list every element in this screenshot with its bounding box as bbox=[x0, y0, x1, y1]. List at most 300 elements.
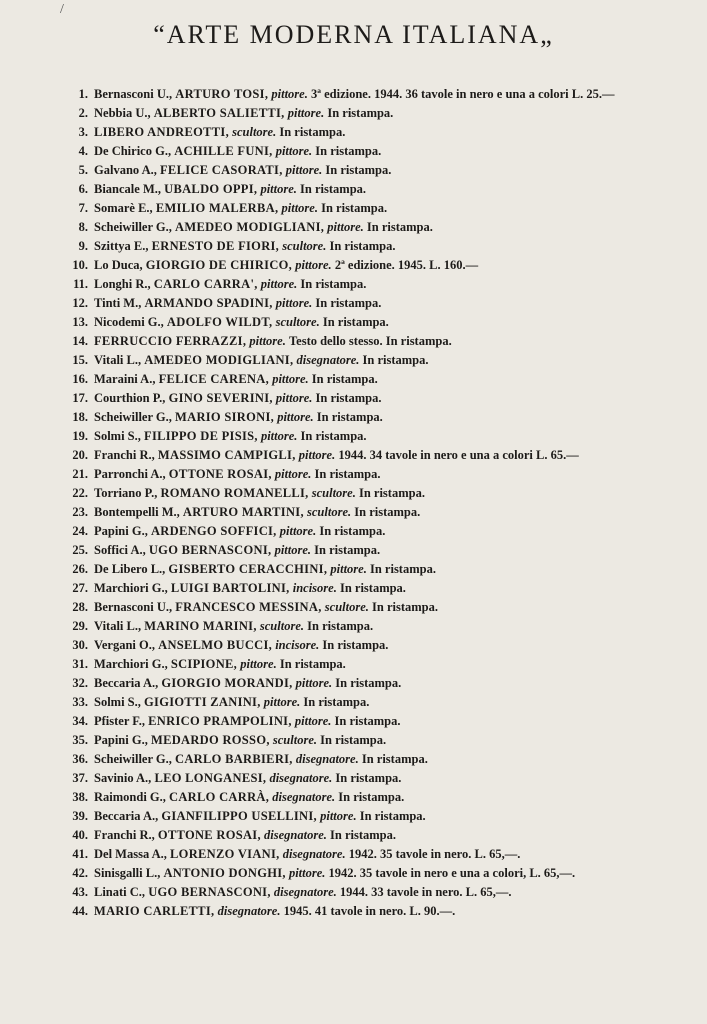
entry-author: Bernasconi U., bbox=[94, 600, 173, 614]
entry-role: pittore. bbox=[260, 277, 298, 291]
entry-role: pittore. bbox=[274, 543, 312, 557]
entry-role: scultore. bbox=[282, 239, 327, 253]
entry-details: In ristampa. bbox=[319, 524, 386, 538]
entry-details: In ristampa. bbox=[279, 657, 346, 671]
entry-subject: GIANFILIPPO USELLINI, bbox=[161, 809, 317, 823]
entry-subject: ENRICO PRAMPOLINI, bbox=[148, 714, 292, 728]
entry-text bbox=[94, 750, 645, 769]
entry-author: De Chirico G., bbox=[94, 144, 172, 158]
entry-author: Bernasconi U., bbox=[94, 87, 173, 101]
entry-text bbox=[94, 826, 645, 845]
entry-author: Pfister F., bbox=[94, 714, 146, 728]
entry-number: 31. bbox=[72, 657, 88, 671]
entry-text bbox=[94, 712, 645, 731]
catalog-entry bbox=[62, 180, 645, 199]
entry-number: 36. bbox=[72, 752, 88, 766]
catalog-entry bbox=[62, 674, 645, 693]
entry-number: 27. bbox=[72, 581, 88, 595]
entry-subject: FELICE CARENA, bbox=[158, 372, 270, 386]
entry-text bbox=[94, 104, 645, 123]
entry-number: 12. bbox=[72, 296, 88, 310]
entry-number: 8. bbox=[78, 220, 88, 234]
entry-number: 26. bbox=[72, 562, 88, 576]
entry-number: 7. bbox=[78, 201, 88, 215]
entry-author: Franchi R., bbox=[94, 828, 155, 842]
entry-role: incisore. bbox=[292, 581, 337, 595]
entry-author: Maraini A., bbox=[94, 372, 156, 386]
entry-text bbox=[94, 617, 645, 636]
catalog-entry bbox=[62, 845, 645, 864]
catalog-entry bbox=[62, 85, 645, 104]
entry-subject: ANTONIO DONGHI, bbox=[163, 866, 286, 880]
entry-author: Torriano P., bbox=[94, 486, 158, 500]
entry-author: Scheiwiller G., bbox=[94, 220, 172, 234]
entry-subject: FELICE CASORATI, bbox=[160, 163, 283, 177]
entry-text bbox=[94, 883, 645, 902]
entry-text bbox=[94, 636, 645, 655]
entry-details: In ristampa. bbox=[361, 752, 428, 766]
catalog-entry bbox=[62, 693, 645, 712]
entry-number: 3. bbox=[78, 125, 88, 139]
entry-subject: CARLO CARRÀ, bbox=[169, 790, 270, 804]
entry-text bbox=[94, 484, 645, 503]
catalog-entry bbox=[62, 522, 645, 541]
entry-details: In ristampa. bbox=[372, 600, 438, 614]
entry-subject: GISBERTO CERACCHINI, bbox=[168, 562, 328, 576]
entry-role: pittore. bbox=[275, 296, 313, 310]
entry-author: Soffici A., bbox=[94, 543, 146, 557]
catalog-entry bbox=[62, 807, 645, 826]
entry-number: 14. bbox=[72, 334, 88, 348]
entry-author: Raimondi G., bbox=[94, 790, 166, 804]
catalog-entry bbox=[62, 617, 645, 636]
entry-subject: GIORGIO MORANDI, bbox=[161, 676, 293, 690]
catalog-entry bbox=[62, 218, 645, 237]
entry-subject: FERRUCCIO FERRAZZI, bbox=[94, 334, 247, 348]
entry-role: pittore. bbox=[295, 676, 333, 690]
entry-author: Vitali L., bbox=[94, 353, 142, 367]
entry-author: Tinti M., bbox=[94, 296, 142, 310]
entry-role: pittore. bbox=[330, 562, 367, 576]
entry-number: 15. bbox=[72, 353, 88, 367]
catalog-entry bbox=[62, 408, 645, 427]
entry-subject: ADOLFO WILDT, bbox=[166, 315, 273, 329]
catalog-entry bbox=[62, 427, 645, 446]
entry-subject: ARDENGO SOFFICI, bbox=[150, 524, 277, 538]
entry-text bbox=[94, 465, 645, 484]
entry-author: Vitali L., bbox=[94, 619, 142, 633]
entry-role: scultore. bbox=[259, 619, 304, 633]
entry-author: Galvano A., bbox=[94, 163, 157, 177]
catalog-entry bbox=[62, 256, 645, 275]
entry-subject: ALBERTO SALIETTI, bbox=[153, 106, 285, 120]
entry-details: In ristampa. bbox=[325, 163, 392, 177]
entry-details: In ristampa. bbox=[329, 239, 396, 253]
catalog-entry bbox=[62, 560, 645, 579]
catalog-entry bbox=[62, 598, 645, 617]
entry-details: In ristampa. bbox=[359, 809, 426, 823]
entry-text bbox=[94, 332, 645, 351]
entry-details: In ristampa. bbox=[314, 543, 381, 557]
entry-number: 18. bbox=[72, 410, 88, 424]
catalog-entry bbox=[62, 864, 645, 883]
entry-subject: LEO LONGANESI, bbox=[154, 771, 267, 785]
catalog-entry bbox=[62, 123, 645, 142]
entry-details: In ristampa. bbox=[316, 410, 383, 424]
entry-number: 29. bbox=[72, 619, 88, 633]
entry-text bbox=[94, 522, 645, 541]
entry-details: In ristampa. bbox=[369, 562, 436, 576]
entry-author: Papini G., bbox=[94, 733, 148, 747]
entry-author: Beccaria A., bbox=[94, 809, 159, 823]
entry-role: disegnatore. bbox=[273, 885, 337, 899]
entry-role: scultore. bbox=[275, 315, 320, 329]
entry-number: 41. bbox=[72, 847, 88, 861]
entry-author: Lo Duca, bbox=[94, 258, 143, 272]
entry-number: 16. bbox=[72, 372, 88, 386]
entry-author: Parronchi A., bbox=[94, 467, 166, 481]
entry-text bbox=[94, 731, 645, 750]
entry-text bbox=[94, 218, 645, 237]
entry-details: 1945. 41 tavole in nero. L. 90.—. bbox=[283, 904, 456, 918]
entry-number: 33. bbox=[72, 695, 88, 709]
entry-details: In ristampa. bbox=[338, 790, 405, 804]
entry-subject: ACHILLE FUNI, bbox=[174, 144, 273, 158]
catalog-entry bbox=[62, 769, 645, 788]
entry-subject: UGO BERNASCONI, bbox=[148, 885, 271, 899]
entry-text bbox=[94, 598, 645, 617]
entry-role: pittore. bbox=[294, 714, 332, 728]
entry-author: Szittya E., bbox=[94, 239, 149, 253]
catalog-entry bbox=[62, 446, 645, 465]
entry-subject: AMEDEO MODIGLIANI, bbox=[175, 220, 325, 234]
entry-text bbox=[94, 142, 645, 161]
entry-author: Franchi R., bbox=[94, 448, 155, 462]
entry-details: In ristampa. bbox=[307, 619, 374, 633]
entry-author: Bontempelli M., bbox=[94, 505, 180, 519]
entry-number: 42. bbox=[72, 866, 88, 880]
entry-role: pittore. bbox=[240, 657, 277, 671]
entry-text bbox=[94, 788, 645, 807]
entry-text bbox=[94, 199, 645, 218]
entry-role: scultore. bbox=[272, 733, 317, 747]
catalog-entry bbox=[62, 332, 645, 351]
entry-subject: ROMANO ROMANELLI, bbox=[160, 486, 309, 500]
entry-author: Somarè E., bbox=[94, 201, 153, 215]
entry-text bbox=[94, 351, 645, 370]
entry-text bbox=[94, 902, 645, 921]
entry-role: pittore. bbox=[272, 372, 309, 386]
entry-details: In ristampa. bbox=[330, 828, 396, 842]
entry-role: disegnatore. bbox=[217, 904, 281, 918]
entry-author: Nebbia U., bbox=[94, 106, 151, 120]
entry-subject: GINO SEVERINI, bbox=[168, 391, 273, 405]
catalog-entry bbox=[62, 161, 645, 180]
entry-author: Marchiori G., bbox=[94, 581, 168, 595]
entry-subject: GIGIOTTI ZANINI, bbox=[144, 695, 261, 709]
entry-details: In ristampa. bbox=[322, 315, 389, 329]
entry-text bbox=[94, 161, 645, 180]
entry-subject: FILIPPO DE PISIS, bbox=[144, 429, 258, 443]
entry-role: pittore. bbox=[298, 448, 336, 462]
entry-subject: MEDARDO ROSSO, bbox=[150, 733, 270, 747]
entry-role: pittore. bbox=[281, 201, 318, 215]
entry-number: 22. bbox=[72, 486, 88, 500]
entry-subject: MARINO MARINI, bbox=[144, 619, 257, 633]
entry-text bbox=[94, 370, 645, 389]
entry-details: In ristampa. bbox=[334, 714, 401, 728]
catalog-entry bbox=[62, 104, 645, 123]
entry-details: In ristampa. bbox=[322, 638, 389, 652]
entry-subject: ERNESTO DE FIORI, bbox=[151, 239, 280, 253]
entry-text bbox=[94, 123, 645, 142]
entry-details: 1944. 34 tavole in nero e una a colori L. 65.— bbox=[338, 448, 579, 462]
entry-number: 5. bbox=[78, 163, 88, 177]
entry-details: Testo dello stesso. In ristampa. bbox=[288, 334, 452, 348]
entry-number: 38. bbox=[72, 790, 88, 804]
entry-text bbox=[94, 237, 645, 256]
entry-role: scultore. bbox=[232, 125, 277, 139]
entry-number: 34. bbox=[72, 714, 88, 728]
catalog-entry bbox=[62, 883, 645, 902]
entry-subject: OTTONE ROSAI, bbox=[157, 828, 261, 842]
entry-subject: CARLO CARRA', bbox=[153, 277, 258, 291]
entry-text bbox=[94, 85, 645, 104]
catalog-entry bbox=[62, 541, 645, 560]
entry-text bbox=[94, 579, 645, 598]
entry-author: Marchiori G., bbox=[94, 657, 168, 671]
entry-role: pittore. bbox=[295, 258, 332, 272]
entry-text bbox=[94, 807, 645, 826]
entry-text bbox=[94, 313, 645, 332]
entry-author: Nicodemi G., bbox=[94, 315, 164, 329]
entry-subject: MASSIMO CAMPIGLI, bbox=[157, 448, 296, 462]
entry-role: pittore. bbox=[285, 163, 323, 177]
entry-number: 2. bbox=[78, 106, 88, 120]
entry-number: 21. bbox=[72, 467, 88, 481]
catalog-entry bbox=[62, 712, 645, 731]
entry-role: pittore. bbox=[271, 87, 308, 101]
entry-role: disegnatore. bbox=[295, 752, 359, 766]
entry-number: 28. bbox=[72, 600, 88, 614]
entry-role: scultore. bbox=[307, 505, 352, 519]
entry-author: Scheiwiller G., bbox=[94, 752, 172, 766]
entry-subject: ARTURO MARTINI, bbox=[182, 505, 304, 519]
catalog-entry bbox=[62, 750, 645, 769]
entry-subject: UBALDO OPPI, bbox=[164, 182, 258, 196]
entry-details: In ristampa. bbox=[339, 581, 406, 595]
entry-details: In ristampa. bbox=[321, 201, 388, 215]
entry-number: 39. bbox=[72, 809, 88, 823]
entry-author: Papini G., bbox=[94, 524, 148, 538]
entry-text bbox=[94, 541, 645, 560]
entry-text bbox=[94, 769, 645, 788]
entry-subject: ARMANDO SPADINI, bbox=[144, 296, 273, 310]
entry-number: 35. bbox=[72, 733, 88, 747]
entry-details: 1944. 33 tavole in nero. L. 65,—. bbox=[339, 885, 512, 899]
catalog-entry bbox=[62, 313, 645, 332]
entry-role: pittore. bbox=[260, 182, 297, 196]
catalog-list bbox=[62, 85, 645, 921]
entry-details: In ristampa. bbox=[315, 296, 382, 310]
entry-details: In ristampa. bbox=[362, 353, 429, 367]
entry-text bbox=[94, 427, 645, 446]
entry-subject: LORENZO VIANI, bbox=[170, 847, 280, 861]
entry-author: Solmi S., bbox=[94, 695, 141, 709]
entry-role: pittore. bbox=[288, 866, 326, 880]
entry-author: Solmi S., bbox=[94, 429, 141, 443]
entry-author: Biancale M., bbox=[94, 182, 162, 196]
entry-details: In ristampa. bbox=[366, 220, 433, 234]
entry-role: disegnatore. bbox=[269, 771, 333, 785]
catalog-entry bbox=[62, 237, 645, 256]
entry-details: In ristampa. bbox=[320, 733, 387, 747]
page-title: “ARTE MODERNA ITALIANA„ bbox=[153, 20, 554, 49]
entry-role: pittore. bbox=[260, 429, 298, 443]
entry-author: Sinisgalli L., bbox=[94, 866, 161, 880]
entry-number: 32. bbox=[72, 676, 88, 690]
entry-role: pittore. bbox=[327, 220, 364, 234]
entry-role: pittore. bbox=[320, 809, 357, 823]
entry-role: pittore. bbox=[275, 391, 313, 405]
catalog-entry bbox=[62, 294, 645, 313]
entry-text bbox=[94, 408, 645, 427]
entry-details: In ristampa. bbox=[300, 429, 367, 443]
entry-role: pittore. bbox=[249, 334, 286, 348]
entry-details: In ristampa. bbox=[303, 695, 370, 709]
entry-details: In ristampa. bbox=[279, 125, 346, 139]
entry-subject: LIBERO ANDREOTTI, bbox=[94, 125, 229, 139]
entry-role: disegnatore. bbox=[282, 847, 346, 861]
entry-subject: LUIGI BARTOLINI, bbox=[170, 581, 290, 595]
entry-text bbox=[94, 864, 645, 883]
entry-text bbox=[94, 560, 645, 579]
entry-details: 1942. 35 tavole in nero e una a colori, L. 65,—. bbox=[328, 866, 576, 880]
entry-role: pittore. bbox=[279, 524, 317, 538]
entry-number: 25. bbox=[72, 543, 88, 557]
entry-text bbox=[94, 256, 645, 275]
catalog-entry bbox=[62, 199, 645, 218]
entry-subject: EMILIO MALERBA, bbox=[155, 201, 279, 215]
entry-subject: MARIO CARLETTI, bbox=[94, 904, 215, 918]
entry-text bbox=[94, 389, 645, 408]
entry-role: pittore. bbox=[287, 106, 325, 120]
entry-number: 11. bbox=[73, 277, 88, 291]
entry-author: Del Massa A., bbox=[94, 847, 167, 861]
entry-details: In ristampa. bbox=[311, 372, 378, 386]
catalog-entry bbox=[62, 275, 645, 294]
entry-details: In ristampa. bbox=[358, 486, 425, 500]
entry-role: scultore. bbox=[311, 486, 356, 500]
entry-text bbox=[94, 503, 645, 522]
entry-author: Beccaria A., bbox=[94, 676, 159, 690]
catalog-entry bbox=[62, 655, 645, 674]
entry-text bbox=[94, 693, 645, 712]
entry-details: In ristampa. bbox=[300, 182, 367, 196]
catalog-entry bbox=[62, 636, 645, 655]
entry-text bbox=[94, 655, 645, 674]
entry-role: incisore. bbox=[275, 638, 320, 652]
entry-text bbox=[94, 845, 645, 864]
entry-details: In ristampa. bbox=[335, 676, 402, 690]
entry-details: 1942. 35 tavole in nero. L. 65,—. bbox=[348, 847, 521, 861]
entry-details: In ristampa. bbox=[335, 771, 402, 785]
entry-number: 24. bbox=[72, 524, 88, 538]
entry-number: 17. bbox=[72, 391, 88, 405]
entry-number: 6. bbox=[78, 182, 88, 196]
catalog-entry bbox=[62, 484, 645, 503]
entry-subject: GIORGIO DE CHIRICO, bbox=[145, 258, 293, 272]
entry-author: Courthion P., bbox=[94, 391, 166, 405]
catalog-entry bbox=[62, 370, 645, 389]
entry-role: disegnatore. bbox=[272, 790, 336, 804]
catalog-entry bbox=[62, 788, 645, 807]
entry-text bbox=[94, 446, 645, 465]
catalog-entry bbox=[62, 579, 645, 598]
entry-number: 30. bbox=[72, 638, 88, 652]
catalog-entry bbox=[62, 351, 645, 370]
entry-text bbox=[94, 275, 645, 294]
catalog-entry bbox=[62, 731, 645, 750]
entry-role: pittore. bbox=[277, 410, 314, 424]
entry-details: In ristampa. bbox=[354, 505, 421, 519]
catalog-entry bbox=[62, 389, 645, 408]
entry-author: Longhi R., bbox=[94, 277, 151, 291]
entry-author: De Libero L., bbox=[94, 562, 166, 576]
entry-number: 37. bbox=[72, 771, 88, 785]
entry-details: In ristampa. bbox=[300, 277, 367, 291]
entry-subject: ANSELMO BUCCI, bbox=[158, 638, 273, 652]
entry-details: 2ª edizione. 1945. L. 160.— bbox=[334, 258, 479, 272]
entry-number: 23. bbox=[72, 505, 88, 519]
entry-number: 20. bbox=[72, 448, 88, 462]
entry-role: pittore. bbox=[274, 467, 312, 481]
entry-details: In ristampa. bbox=[327, 106, 394, 120]
entry-text bbox=[94, 674, 645, 693]
entry-text bbox=[94, 180, 645, 199]
entry-details: In ristampa. bbox=[315, 144, 382, 158]
entry-author: Vergani O., bbox=[94, 638, 155, 652]
entry-number: 9. bbox=[78, 239, 88, 253]
page-corner-mark: / bbox=[60, 2, 64, 17]
entry-subject: ARTURO TOSI, bbox=[175, 87, 269, 101]
entry-role: scultore. bbox=[324, 600, 369, 614]
entry-subject: FRANCESCO MESSINA, bbox=[175, 600, 322, 614]
entry-subject: OTTONE ROSAI, bbox=[168, 467, 272, 481]
entry-number: 13. bbox=[72, 315, 88, 329]
entry-subject: SCIPIONE, bbox=[170, 657, 238, 671]
catalog-entry bbox=[62, 902, 645, 921]
entry-number: 44. bbox=[72, 904, 88, 918]
entry-number: 1. bbox=[78, 87, 88, 101]
catalog-entry bbox=[62, 465, 645, 484]
entry-number: 4. bbox=[78, 144, 88, 158]
entry-role: disegnatore. bbox=[264, 828, 327, 842]
entry-details: 3ª edizione. 1944. 36 tavole in nero e una a colori L. 25.— bbox=[310, 87, 615, 101]
entry-details: In ristampa. bbox=[315, 391, 382, 405]
entry-subject: UGO BERNASCONI, bbox=[148, 543, 272, 557]
entry-role: pittore. bbox=[275, 144, 313, 158]
catalog-entry bbox=[62, 503, 645, 522]
entry-number: 10. bbox=[72, 258, 88, 272]
catalog-entry bbox=[62, 826, 645, 845]
entry-details: In ristampa. bbox=[314, 467, 381, 481]
entry-subject: MARIO SIRONI, bbox=[175, 410, 275, 424]
entry-role: pittore. bbox=[263, 695, 301, 709]
entry-number: 43. bbox=[72, 885, 88, 899]
entry-subject: CARLO BARBIERI, bbox=[175, 752, 293, 766]
entry-subject: AMEDEO MODIGLIANI, bbox=[144, 353, 294, 367]
